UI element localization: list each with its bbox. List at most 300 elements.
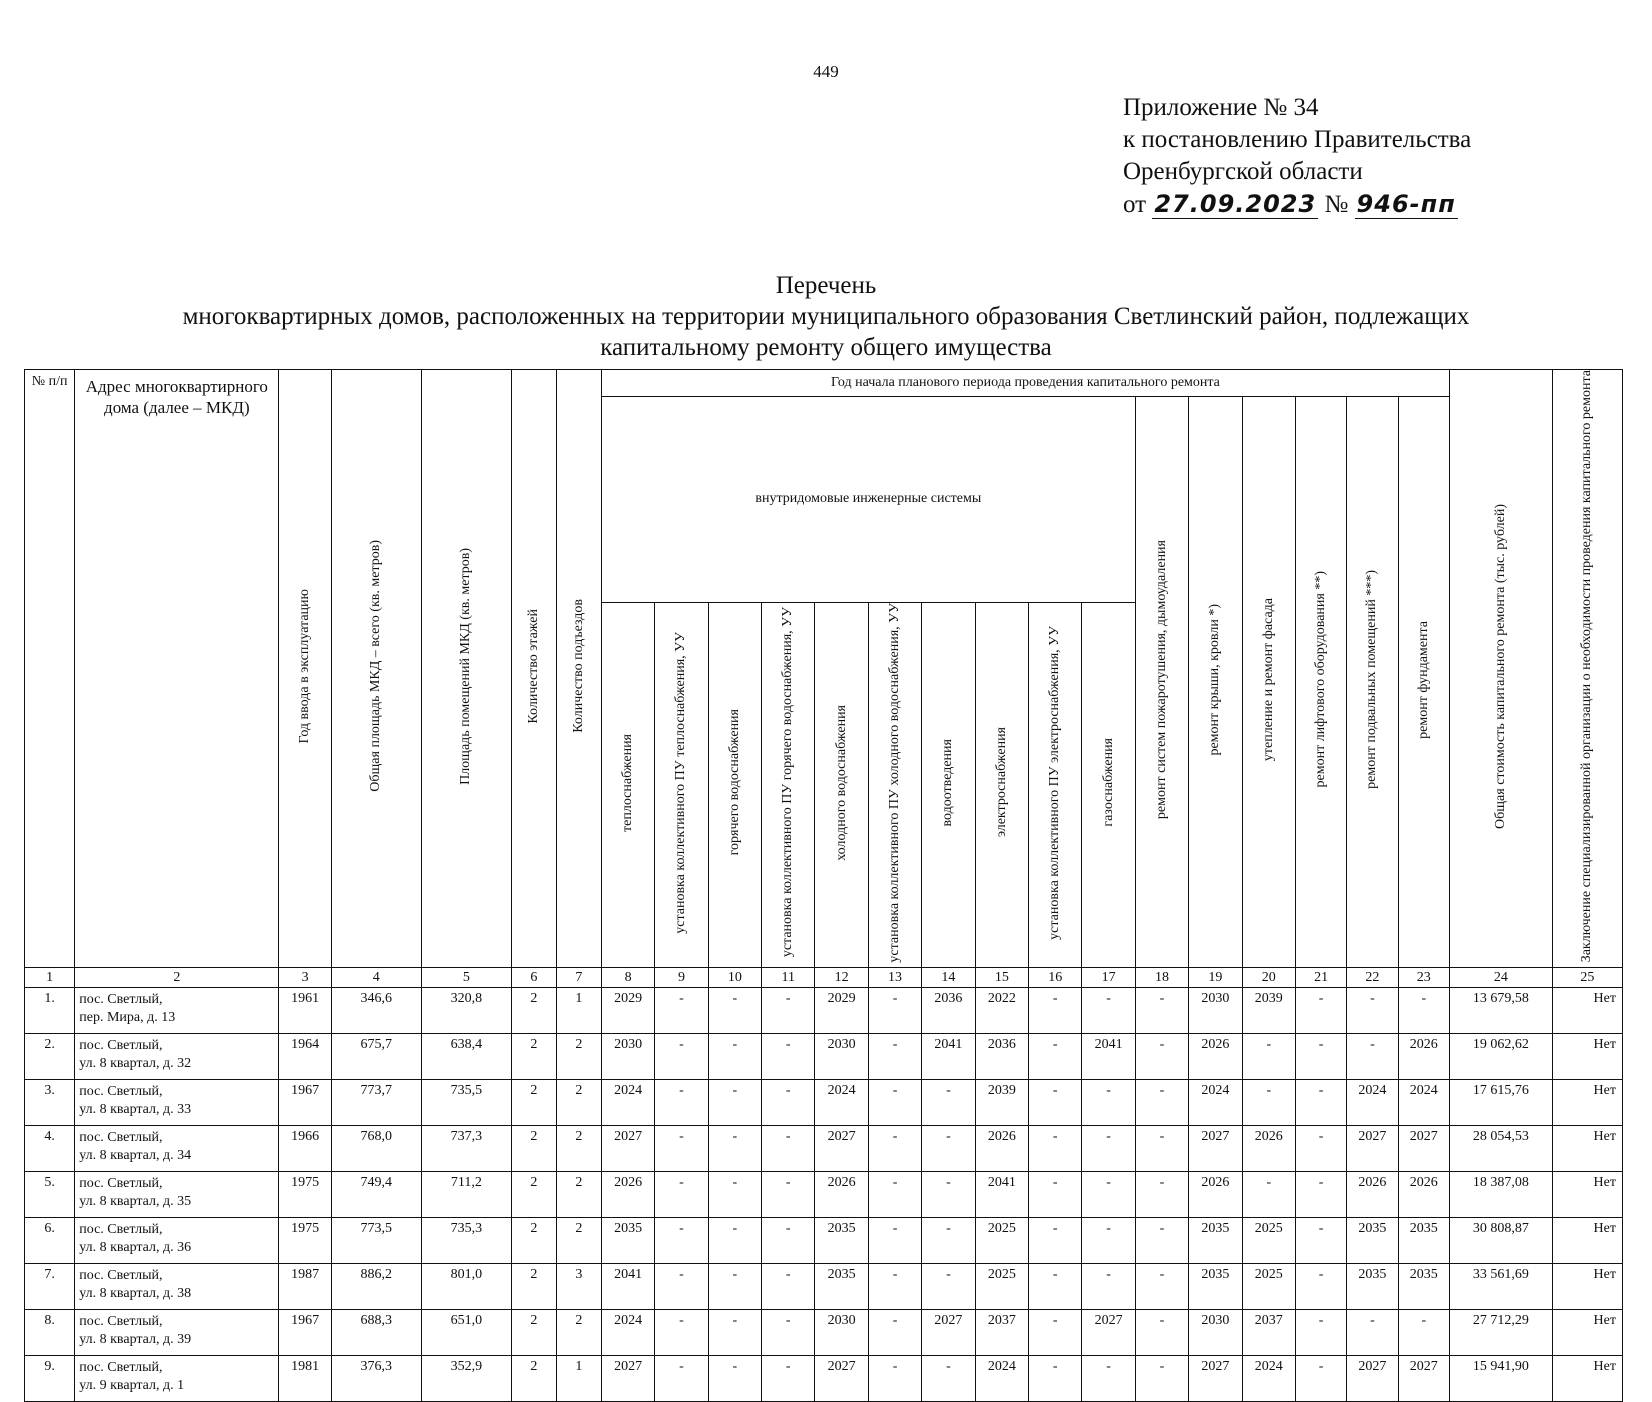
- col-year-built-header: Год ввода в эксплуатацию: [279, 370, 331, 968]
- table-cell: 688,3: [331, 1310, 421, 1356]
- col-electric-header: электроснабжения: [975, 602, 1028, 968]
- table-cell: 2041: [601, 1264, 654, 1310]
- col-facade-header: утепление и ремонт фасада: [1242, 397, 1295, 968]
- table-cell: -: [708, 1356, 761, 1402]
- table-cell: 2: [556, 1126, 601, 1172]
- table-cell: 1975: [279, 1172, 331, 1218]
- col-entrances-header: Количество подъездов: [556, 370, 601, 968]
- table-cell: 2027: [1082, 1310, 1135, 1356]
- table-cell: 2: [556, 1218, 601, 1264]
- table-cell: -: [708, 1218, 761, 1264]
- address-line-2: ул. 8 квартал, д. 36: [79, 1240, 192, 1256]
- table-cell: -: [1082, 1218, 1135, 1264]
- column-number: 23: [1398, 968, 1449, 988]
- table-cell: Нет: [1552, 1172, 1622, 1218]
- table-cell: 1: [556, 988, 601, 1034]
- table-cell: 2030: [1189, 988, 1242, 1034]
- table-cell: -: [1347, 988, 1398, 1034]
- table-cell: -: [1135, 1034, 1188, 1080]
- table-cell: 675,7: [331, 1034, 421, 1080]
- table-row: [25, 1034, 1623, 1080]
- table-cell: -: [762, 1310, 815, 1356]
- table-cell: 2: [556, 1310, 601, 1356]
- col-foundation-header: ремонт фундамента: [1398, 397, 1449, 968]
- table-cell: 2027: [1189, 1356, 1242, 1402]
- row-index: 1.: [25, 988, 75, 1034]
- table-cell: -: [868, 1356, 921, 1402]
- table-cell: 2036: [975, 1034, 1028, 1080]
- table-cell: 2029: [601, 988, 654, 1034]
- table-cell: -: [1029, 1264, 1082, 1310]
- table-cell: 2035: [601, 1218, 654, 1264]
- table-cell: 2027: [1398, 1126, 1449, 1172]
- table-cell: Нет: [1552, 1034, 1622, 1080]
- table-cell: -: [1295, 1218, 1346, 1264]
- table-cell: 352,9: [421, 1356, 511, 1402]
- col-hot-water-meter-header: установка коллективного ПУ горячего водоснабжения, УУ: [762, 602, 815, 968]
- table-cell: -: [708, 1264, 761, 1310]
- table-cell: 2022: [975, 988, 1028, 1034]
- table-cell: 17 615,76: [1450, 1080, 1553, 1126]
- col-basement-header: ремонт подвальных помещений ***): [1347, 397, 1398, 968]
- title-line-1: Перечень: [775, 272, 877, 299]
- row-index: 3.: [25, 1080, 75, 1126]
- table-cell: 2041: [1082, 1034, 1135, 1080]
- table-cell: -: [922, 1264, 975, 1310]
- table-cell: -: [1135, 1218, 1188, 1264]
- column-number: 25: [1552, 968, 1622, 988]
- table-cell: 2030: [1189, 1310, 1242, 1356]
- table-cell: 1987: [279, 1264, 331, 1310]
- table-cell: -: [868, 1310, 921, 1356]
- table-cell: 773,7: [331, 1080, 421, 1126]
- table-cell: -: [922, 1218, 975, 1264]
- table-cell: 346,6: [331, 988, 421, 1034]
- table-row: [25, 1356, 1623, 1402]
- col-lift-header: ремонт лифтового оборудования **): [1295, 397, 1346, 968]
- table-row: [25, 1218, 1623, 1264]
- table-cell: -: [1295, 1080, 1346, 1126]
- table-cell: -: [708, 1034, 761, 1080]
- col-cold-water-header: холодного водоснабжения: [815, 602, 868, 968]
- table-cell: 2030: [601, 1034, 654, 1080]
- col-total-cost-header: Общая стоимость капитального ремонта (тыс. рублей): [1450, 370, 1553, 968]
- table-cell: -: [922, 1172, 975, 1218]
- table-cell: -: [1029, 1356, 1082, 1402]
- row-address: [75, 1264, 279, 1310]
- table-cell: 2030: [815, 1034, 868, 1080]
- table-row: [25, 988, 1623, 1034]
- table-cell: -: [868, 988, 921, 1034]
- table-cell: 3: [556, 1264, 601, 1310]
- table-cell: -: [655, 1034, 708, 1080]
- repair-table: [24, 369, 1623, 1402]
- table-cell: -: [762, 1218, 815, 1264]
- table-cell: 2027: [1398, 1356, 1449, 1402]
- table-cell: 2: [511, 1264, 556, 1310]
- table-cell: 2025: [1242, 1218, 1295, 1264]
- col-premises-area-header: Площадь помещений МКД (кв. метров): [421, 370, 511, 968]
- table-row: [25, 1172, 1623, 1218]
- table-cell: 638,4: [421, 1034, 511, 1080]
- table-cell: 2: [511, 988, 556, 1034]
- column-number: 17: [1082, 968, 1135, 988]
- address-line-2: ул. 8 квартал, д. 34: [79, 1148, 192, 1164]
- table-cell: -: [1242, 1172, 1295, 1218]
- table-cell: 2027: [1189, 1126, 1242, 1172]
- table-cell: 2: [511, 1034, 556, 1080]
- table-cell: -: [1295, 1264, 1346, 1310]
- column-number: 3: [279, 968, 331, 988]
- col-cold-water-meter-header: установка коллективного ПУ холодного водоснабжения, УУ: [868, 602, 921, 968]
- table-cell: 2035: [815, 1264, 868, 1310]
- table-cell: 18 387,08: [1450, 1172, 1553, 1218]
- col-electric-meter-header: установка коллективного ПУ электроснабжения, УУ: [1029, 602, 1082, 968]
- table-cell: -: [1135, 1356, 1188, 1402]
- column-number: 20: [1242, 968, 1295, 988]
- table-cell: -: [868, 1218, 921, 1264]
- address-line-2: ул. 8 квартал, д. 35: [79, 1194, 192, 1210]
- column-number: 24: [1450, 968, 1553, 988]
- appendix-line-3: Оренбургской области: [1123, 158, 1363, 185]
- table-cell: -: [1135, 1310, 1188, 1356]
- title-line-3: капитальному ремонту общего имущества: [600, 334, 1052, 361]
- document-title: [0, 270, 1652, 363]
- table-cell: -: [1029, 1218, 1082, 1264]
- table-cell: -: [1295, 1172, 1346, 1218]
- appendix-line-2: к постановлению Правительства: [1123, 126, 1472, 153]
- column-number: 1: [25, 968, 75, 988]
- table-cell: 2039: [1242, 988, 1295, 1034]
- table-cell: -: [708, 1172, 761, 1218]
- table-cell: -: [1082, 1080, 1135, 1126]
- table-cell: 2026: [601, 1172, 654, 1218]
- table-cell: 2: [511, 1126, 556, 1172]
- table-cell: 2025: [975, 1264, 1028, 1310]
- row-index: 6.: [25, 1218, 75, 1264]
- table-cell: -: [1135, 1080, 1188, 1126]
- table-cell: -: [1029, 1034, 1082, 1080]
- table-cell: 886,2: [331, 1264, 421, 1310]
- address-line-1: пос. Светлый,: [79, 1360, 163, 1376]
- table-cell: Нет: [1552, 1126, 1622, 1172]
- table-cell: 19 062,62: [1450, 1034, 1553, 1080]
- table-cell: 27 712,29: [1450, 1310, 1553, 1356]
- table-row: [25, 1080, 1623, 1126]
- column-number: 7: [556, 968, 601, 988]
- column-number: 14: [922, 968, 975, 988]
- table-cell: -: [1029, 1310, 1082, 1356]
- table-cell: 2035: [815, 1218, 868, 1264]
- table-cell: -: [1029, 1172, 1082, 1218]
- col-address-header: Адрес многоквартирного дома (далее – МКД): [75, 370, 279, 968]
- table-cell: -: [1398, 988, 1449, 1034]
- table-cell: -: [1135, 1126, 1188, 1172]
- table-cell: -: [655, 1126, 708, 1172]
- table-cell: -: [1398, 1310, 1449, 1356]
- col-fire-header: ремонт систем пожаротушения, дымоудаления: [1135, 397, 1188, 968]
- address-line-1: пос. Светлый,: [79, 1268, 163, 1284]
- col-heat-meter-header: установка коллективного ПУ теплоснабжения, УУ: [655, 602, 708, 968]
- resolution-number: 946-пп: [1356, 190, 1456, 218]
- table-cell: 2024: [1242, 1356, 1295, 1402]
- table-cell: 2026: [1398, 1172, 1449, 1218]
- table-cell: -: [708, 1080, 761, 1126]
- table-cell: -: [1242, 1080, 1295, 1126]
- table-cell: -: [1082, 1172, 1135, 1218]
- table-cell: -: [708, 988, 761, 1034]
- table-cell: 2035: [1189, 1218, 1242, 1264]
- table-cell: 2035: [1189, 1264, 1242, 1310]
- table-cell: Нет: [1552, 988, 1622, 1034]
- table-cell: 1966: [279, 1126, 331, 1172]
- table-cell: 2024: [975, 1356, 1028, 1402]
- table-cell: 376,3: [331, 1356, 421, 1402]
- table-cell: -: [1082, 988, 1135, 1034]
- table-cell: -: [762, 1034, 815, 1080]
- table-cell: 737,3: [421, 1126, 511, 1172]
- table-cell: -: [762, 1172, 815, 1218]
- table-cell: -: [655, 1172, 708, 1218]
- table-cell: 2026: [1347, 1172, 1398, 1218]
- table-cell: -: [655, 1218, 708, 1264]
- table-cell: 773,5: [331, 1218, 421, 1264]
- row-index: 9.: [25, 1356, 75, 1402]
- address-line-2: ул. 8 квартал, д. 32: [79, 1056, 192, 1072]
- table-cell: 30 808,87: [1450, 1218, 1553, 1264]
- table-cell: 735,3: [421, 1218, 511, 1264]
- table-cell: -: [1242, 1034, 1295, 1080]
- table-cell: 2027: [601, 1356, 654, 1402]
- row-address: [75, 1034, 279, 1080]
- table-row: [25, 1310, 1623, 1356]
- row-address: [75, 988, 279, 1034]
- number-label: №: [1324, 191, 1349, 218]
- row-address: [75, 1080, 279, 1126]
- col-drainage-header: водоотведения: [922, 602, 975, 968]
- table-cell: 749,4: [331, 1172, 421, 1218]
- table-cell: -: [655, 1356, 708, 1402]
- column-number: 16: [1029, 968, 1082, 988]
- address-line-1: пос. Светлый,: [79, 1130, 163, 1146]
- table-cell: 735,5: [421, 1080, 511, 1126]
- table-cell: 2: [556, 1080, 601, 1126]
- row-index: 5.: [25, 1172, 75, 1218]
- table-cell: 2035: [1398, 1264, 1449, 1310]
- table-cell: -: [868, 1080, 921, 1126]
- table-cell: -: [1135, 1172, 1188, 1218]
- col-total-area-header: Общая площадь МКД – всего (кв. метров): [331, 370, 421, 968]
- col-gas-header: газоснабжения: [1082, 602, 1135, 968]
- table-cell: 15 941,90: [1450, 1356, 1553, 1402]
- table-cell: -: [655, 1310, 708, 1356]
- row-index: 2.: [25, 1034, 75, 1080]
- row-index: 8.: [25, 1310, 75, 1356]
- table-cell: 2026: [1242, 1126, 1295, 1172]
- column-number: 2: [75, 968, 279, 988]
- table-cell: 2037: [975, 1310, 1028, 1356]
- table-cell: 2024: [601, 1310, 654, 1356]
- table-cell: 2026: [1189, 1034, 1242, 1080]
- table-cell: 2027: [1347, 1356, 1398, 1402]
- table-cell: Нет: [1552, 1310, 1622, 1356]
- table-cell: 2026: [815, 1172, 868, 1218]
- table-cell: 1967: [279, 1310, 331, 1356]
- table-cell: -: [762, 1126, 815, 1172]
- row-address: [75, 1218, 279, 1264]
- table-cell: -: [868, 1034, 921, 1080]
- table-cell: Нет: [1552, 1264, 1622, 1310]
- table-cell: Нет: [1552, 1080, 1622, 1126]
- table-cell: 2041: [922, 1034, 975, 1080]
- table-cell: 2024: [1189, 1080, 1242, 1126]
- table-cell: -: [1347, 1034, 1398, 1080]
- table-cell: 2: [511, 1172, 556, 1218]
- table-cell: 2025: [1242, 1264, 1295, 1310]
- col-hot-water-header: горячего водоснабжения: [708, 602, 761, 968]
- table-cell: -: [655, 988, 708, 1034]
- table-cell: 13 679,58: [1450, 988, 1553, 1034]
- title-line-2: многоквартирных домов, расположенных на территории муниципального образования Светлинский район, подлежащих: [182, 303, 1470, 330]
- row-index: 4.: [25, 1126, 75, 1172]
- row-address: [75, 1126, 279, 1172]
- table-cell: 1961: [279, 988, 331, 1034]
- col-num-header: № п/п: [25, 370, 75, 968]
- table-cell: 320,8: [421, 988, 511, 1034]
- column-number: 13: [868, 968, 921, 988]
- appendix-line-1: Приложение № 34: [1123, 94, 1319, 121]
- resolution-date: 27.09.2023: [1154, 190, 1317, 218]
- table-cell: 2024: [1347, 1080, 1398, 1126]
- table-cell: -: [1029, 988, 1082, 1034]
- column-number: 6: [511, 968, 556, 988]
- table-cell: 2027: [922, 1310, 975, 1356]
- column-number: 9: [655, 968, 708, 988]
- table-cell: 2026: [975, 1126, 1028, 1172]
- table-cell: 768,0: [331, 1126, 421, 1172]
- table-cell: -: [1295, 1126, 1346, 1172]
- table-cell: 2: [556, 1034, 601, 1080]
- table-cell: Нет: [1552, 1218, 1622, 1264]
- column-number: 15: [975, 968, 1028, 988]
- col-roof-header: ремонт крыши, кровли *): [1189, 397, 1242, 968]
- column-number: 21: [1295, 968, 1346, 988]
- table-cell: -: [1029, 1080, 1082, 1126]
- column-number: 10: [708, 968, 761, 988]
- column-number: 19: [1189, 968, 1242, 988]
- table-cell: 2027: [815, 1356, 868, 1402]
- table-cell: 2024: [815, 1080, 868, 1126]
- column-number: 11: [762, 968, 815, 988]
- table-cell: -: [1295, 988, 1346, 1034]
- address-line-1: пос. Светлый,: [79, 992, 163, 1008]
- appendix-line-4: [1123, 188, 1471, 221]
- engineering-header: внутридомовые инженерные системы: [601, 397, 1135, 603]
- column-number: 4: [331, 968, 421, 988]
- table-cell: -: [922, 1356, 975, 1402]
- table-cell: 2039: [975, 1080, 1028, 1126]
- table-cell: 2027: [601, 1126, 654, 1172]
- table-cell: -: [868, 1264, 921, 1310]
- table-cell: -: [655, 1080, 708, 1126]
- table-cell: -: [922, 1126, 975, 1172]
- table-cell: -: [1347, 1310, 1398, 1356]
- table-cell: 2035: [1347, 1218, 1398, 1264]
- table-cell: 1964: [279, 1034, 331, 1080]
- row-index: 7.: [25, 1264, 75, 1310]
- address-line-1: пос. Светлый,: [79, 1314, 163, 1330]
- table-cell: 711,2: [421, 1172, 511, 1218]
- table-row: [25, 1126, 1623, 1172]
- column-number: 8: [601, 968, 654, 988]
- table-cell: -: [1295, 1310, 1346, 1356]
- table-cell: 2027: [815, 1126, 868, 1172]
- table-cell: 1981: [279, 1356, 331, 1402]
- table-cell: 1975: [279, 1218, 331, 1264]
- table-cell: -: [1082, 1264, 1135, 1310]
- table-cell: 1: [556, 1356, 601, 1402]
- table-cell: 2026: [1398, 1034, 1449, 1080]
- table-cell: -: [1082, 1126, 1135, 1172]
- table-cell: 1967: [279, 1080, 331, 1126]
- table-cell: 2036: [922, 988, 975, 1034]
- address-line-2: ул. 8 квартал, д. 33: [79, 1102, 192, 1118]
- table-cell: 2: [511, 1356, 556, 1402]
- table-cell: 2037: [1242, 1310, 1295, 1356]
- column-number-row: [25, 968, 1623, 988]
- column-number: 12: [815, 968, 868, 988]
- table-cell: -: [1135, 988, 1188, 1034]
- col-floors-header: Количество этажей: [511, 370, 556, 968]
- appendix-block: [1123, 92, 1471, 221]
- table-cell: -: [708, 1310, 761, 1356]
- table-cell: 2: [511, 1310, 556, 1356]
- col-conclusion-header: Заключение специализированной организации о необходимости проведения капитального ремонта: [1552, 370, 1622, 968]
- table-cell: -: [1135, 1264, 1188, 1310]
- row-address: [75, 1310, 279, 1356]
- table-cell: -: [762, 1356, 815, 1402]
- table-cell: 2027: [1347, 1126, 1398, 1172]
- table-body: [25, 988, 1623, 1402]
- table-cell: 2: [556, 1172, 601, 1218]
- table-cell: 2024: [601, 1080, 654, 1126]
- table-cell: Нет: [1552, 1356, 1622, 1402]
- column-number: 22: [1347, 968, 1398, 988]
- table-cell: -: [868, 1172, 921, 1218]
- table-cell: 2024: [1398, 1080, 1449, 1126]
- table-cell: 2025: [975, 1218, 1028, 1264]
- from-label: от: [1123, 191, 1147, 218]
- address-line-1: пос. Светлый,: [79, 1222, 163, 1238]
- col-heat-header: теплоснабжения: [601, 602, 654, 968]
- table-cell: 2026: [1189, 1172, 1242, 1218]
- table-cell: -: [762, 1264, 815, 1310]
- table-cell: -: [1295, 1356, 1346, 1402]
- address-line-2: ул. 8 квартал, д. 38: [79, 1286, 192, 1302]
- table-cell: -: [655, 1264, 708, 1310]
- table-cell: 2029: [815, 988, 868, 1034]
- address-line-2: ул. 8 квартал, д. 39: [79, 1332, 192, 1348]
- page-number: 449: [813, 62, 839, 81]
- table-cell: -: [762, 1080, 815, 1126]
- address-line-1: пос. Светлый,: [79, 1176, 163, 1192]
- table-cell: 801,0: [421, 1264, 511, 1310]
- address-line-1: пос. Светлый,: [79, 1084, 163, 1100]
- column-number: 5: [421, 968, 511, 988]
- table-cell: 651,0: [421, 1310, 511, 1356]
- row-address: [75, 1172, 279, 1218]
- table-cell: 2041: [975, 1172, 1028, 1218]
